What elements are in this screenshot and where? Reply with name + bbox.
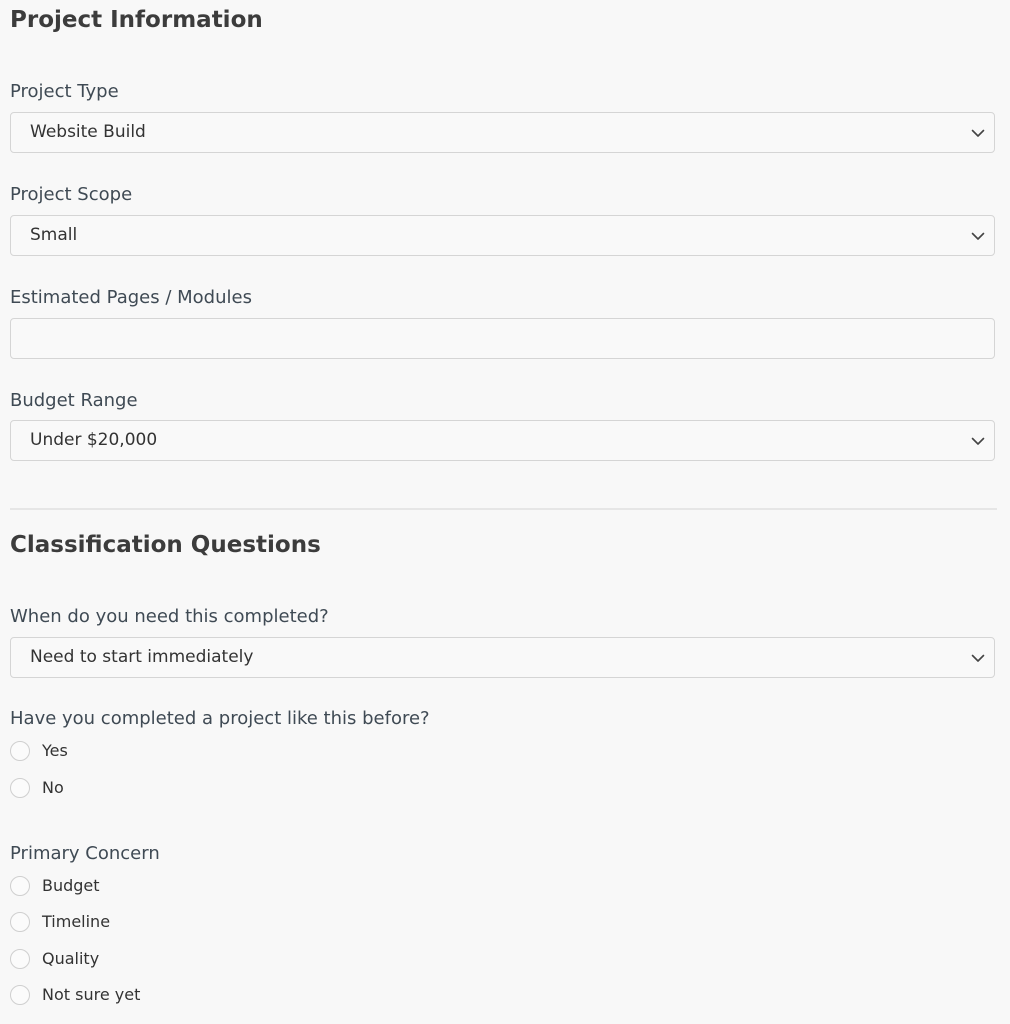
project-scope-value: Small bbox=[30, 225, 78, 245]
chevron-down-icon bbox=[971, 229, 985, 243]
chevron-down-icon bbox=[971, 126, 985, 140]
budget-range-value: Under $20,000 bbox=[30, 430, 158, 450]
section-divider bbox=[10, 508, 997, 510]
section-title-classification-questions: Classification Questions bbox=[10, 532, 321, 558]
radio-label: Timeline bbox=[42, 912, 111, 931]
project-scope-label: Project Scope bbox=[10, 184, 133, 205]
project-type-select[interactable] bbox=[10, 112, 995, 153]
budget-range-label: Budget Range bbox=[10, 390, 138, 411]
estimated-pages-label: Estimated Pages / Modules bbox=[10, 287, 252, 308]
project-type-label: Project Type bbox=[10, 81, 119, 102]
radio-button[interactable] bbox=[10, 985, 30, 1005]
radio-label: Not sure yet bbox=[42, 985, 141, 1004]
completion-value: Need to start immediately bbox=[30, 647, 254, 667]
primary-concern-label: Primary Concern bbox=[10, 843, 160, 864]
radio-button[interactable] bbox=[10, 741, 30, 761]
radio-button[interactable] bbox=[10, 949, 30, 969]
radio-label: Yes bbox=[42, 741, 68, 760]
completion-label: When do you need this completed? bbox=[10, 606, 329, 627]
chevron-down-icon bbox=[971, 434, 985, 448]
estimated-pages-input[interactable] bbox=[10, 318, 995, 359]
radio-label: Budget bbox=[42, 876, 100, 895]
radio-label: Quality bbox=[42, 949, 100, 968]
radio-label: No bbox=[42, 778, 64, 797]
radio-button[interactable] bbox=[10, 778, 30, 798]
radio-button[interactable] bbox=[10, 912, 30, 932]
budget-range-select[interactable] bbox=[10, 420, 995, 461]
completion-select[interactable] bbox=[10, 637, 995, 678]
chevron-down-icon bbox=[971, 651, 985, 665]
section-title-project-information: Project Information bbox=[10, 7, 263, 33]
project-scope-select[interactable] bbox=[10, 215, 995, 256]
project-type-value: Website Build bbox=[30, 122, 146, 142]
experience-label: Have you completed a project like this before? bbox=[10, 708, 430, 729]
radio-button[interactable] bbox=[10, 876, 30, 896]
